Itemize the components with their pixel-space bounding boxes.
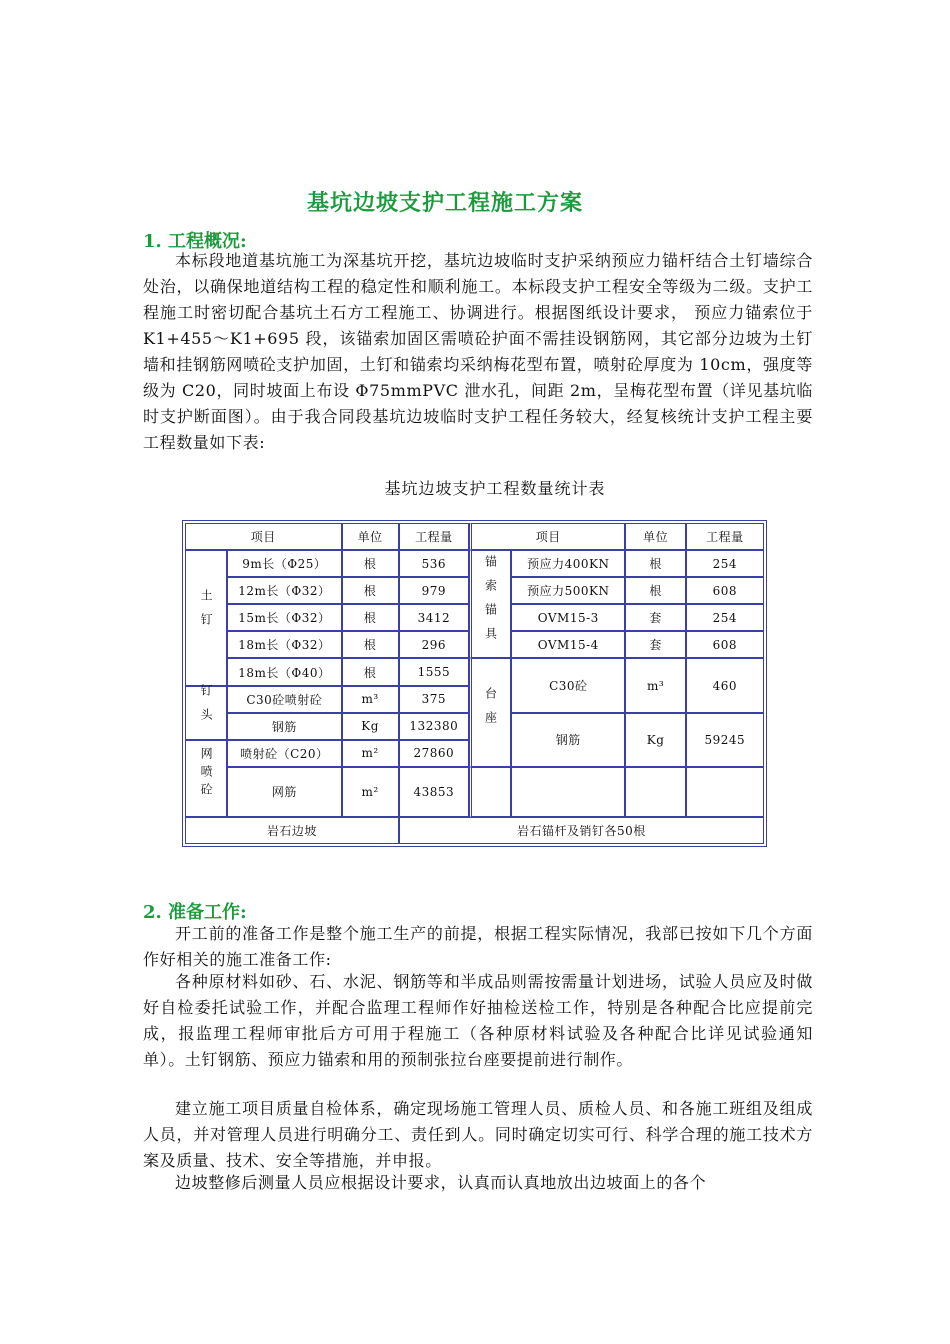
empty-cell <box>511 767 625 817</box>
cell-name: OVM15-4 <box>511 631 625 658</box>
cell-name: C30砼喷射砼 <box>227 686 341 713</box>
cell-unit: 根 <box>342 577 399 604</box>
empty-cell <box>625 767 685 817</box>
quantity-table <box>182 520 767 847</box>
cell-name: 18m长（Φ32） <box>227 631 341 658</box>
cell-name: 18m长（Φ40） <box>227 658 341 685</box>
document-title: 基坑边坡支护工程施工方案 <box>306 190 583 216</box>
group-dingtou: 钉头 <box>185 686 227 740</box>
cell-qty: 296 <box>399 631 469 658</box>
cell-name: 12m长（Φ32） <box>227 577 341 604</box>
section-1-heading: 1. 工程概况: <box>143 231 247 252</box>
section-2-heading: 2. 准备工作: <box>143 902 247 923</box>
cell-name: 钢筋 <box>227 713 341 740</box>
cell-unit: 根 <box>342 550 399 577</box>
cell-unit: 套 <box>625 631 685 658</box>
header-qty-2: 工程量 <box>686 523 764 550</box>
cell-unit: 根 <box>342 604 399 631</box>
cell-name: 9m长（Φ25） <box>227 550 341 577</box>
cell-name: 网筋 <box>227 767 341 817</box>
section-2-paragraph-3: 建立施工项目质量自检体系，确定现场施工管理人员、质检人员、和各施工班组及组成人员，并对管理人员进行明确分工、责任到人。同时确定切实可行、科学合理的施工技术方案及质量、技术、安全等措施，并申报。 <box>143 1099 813 1170</box>
group-taizuo: 台座 <box>469 658 511 766</box>
cell-unit: m³ <box>625 658 685 712</box>
section-2-paragraph-4: 边坡整修后测量人员应根据设计要求，认真而认真地放出边坡面上的各个 <box>175 1173 707 1192</box>
section-2-paragraph-1: 开工前的准备工作是整个施工生产的前提，根据工程实际情况，我部已按如下几个方面作好相关的施工准备工作: <box>143 924 813 969</box>
section-1-paragraph: 本标段地道基坑施工为深基坑开挖，基坑边坡临时支护采纳预应力锚杆结合土钉墙综合处治，以确保地道结构工程的稳定性和顺利施工。本标段支护工程安全等级为二级。支护工程施工时密切配合基坑土石方工程施工、协调进行。根据图纸设计要求， 预应力锚索位于 K1+455～K1+695 段，该锚索加固区需喷砼护面不需挂设钢筋网，其它部分边坡为土钉墙和挂钢筋网喷砼支护加固，土钉和锚索均采纳梅花型布置，喷射砼厚度为 10cm，强度等级为 C20，同时坡面上布设 Φ75mmPVC 泄水孔，间距 2m，呈梅花型布置（详见基坑临时支护断面图）。由于我合同段基坑边坡临时支护工程任务较大，经复核统计支护工程主要工程数量如下表: <box>143 251 813 452</box>
cell-qty: 608 <box>686 577 764 604</box>
cell-qty: 3412 <box>399 604 469 631</box>
cell-qty: 27860 <box>399 740 469 767</box>
cell-unit: Kg <box>625 713 685 767</box>
cell-qty: 132380 <box>399 713 469 740</box>
header-item-2: 项目 <box>469 523 626 550</box>
cell-unit: 根 <box>625 577 685 604</box>
cell-name: 钢筋 <box>511 713 625 767</box>
cell-unit: 套 <box>625 604 685 631</box>
cell-name: 预应力400KN <box>511 550 625 577</box>
cell-qty: 460 <box>686 658 764 712</box>
cell-qty: 1555 <box>399 658 469 685</box>
header-unit-2: 单位 <box>625 523 685 550</box>
cell-qty: 536 <box>399 550 469 577</box>
cell-qty: 375 <box>399 686 469 713</box>
cell-name: C30砼 <box>511 658 625 712</box>
cell-unit: 根 <box>342 658 399 685</box>
cell-name: 15m长（Φ32） <box>227 604 341 631</box>
cell-qty: 608 <box>686 631 764 658</box>
empty-cell <box>469 767 511 817</box>
header-qty: 工程量 <box>399 523 469 550</box>
group-maosuo: 锚索锚具 <box>469 550 511 658</box>
group-tuding: 土钉 <box>185 550 227 685</box>
section-2-paragraph-2: 各种原材料如砂、石、水泥、钢筋等和半成品则需按需量计划进场，试验人员应及时做好自检委托试验工作，并配合监理工程师作好抽检送检工作，特别是各种配合比应提前完成，报监理工程师审批后方可用于程施工（各种原材料试验及各种配合比详见试验通知单）。土钉钢筋、预应力锚索和用的预制张拉台座要提前进行制作。 <box>143 972 813 1069</box>
cell-qty: 979 <box>399 577 469 604</box>
cell-name: 喷射砼（C20） <box>227 740 341 767</box>
cell-unit: m³ <box>342 686 399 713</box>
cell-unit: 根 <box>625 550 685 577</box>
cell-unit: 根 <box>342 631 399 658</box>
footer-label: 岩石边坡 <box>185 817 399 844</box>
table-caption: 基坑边坡支护工程数量统计表 <box>384 479 606 498</box>
footer-value: 岩石锚杆及销钉各50根 <box>399 817 764 844</box>
cell-qty: 254 <box>686 550 764 577</box>
header-unit: 单位 <box>342 523 399 550</box>
cell-name: 预应力500KN <box>511 577 625 604</box>
cell-qty: 254 <box>686 604 764 631</box>
cell-name: OVM15-3 <box>511 604 625 631</box>
cell-unit: Kg <box>342 713 399 740</box>
empty-cell <box>686 767 764 817</box>
header-item: 项目 <box>185 523 342 550</box>
cell-qty: 43853 <box>399 767 469 817</box>
cell-qty: 59245 <box>686 713 764 767</box>
cell-unit: m² <box>342 767 399 817</box>
group-wangpentong: 网喷砼 <box>185 740 227 817</box>
cell-unit: m² <box>342 740 399 767</box>
